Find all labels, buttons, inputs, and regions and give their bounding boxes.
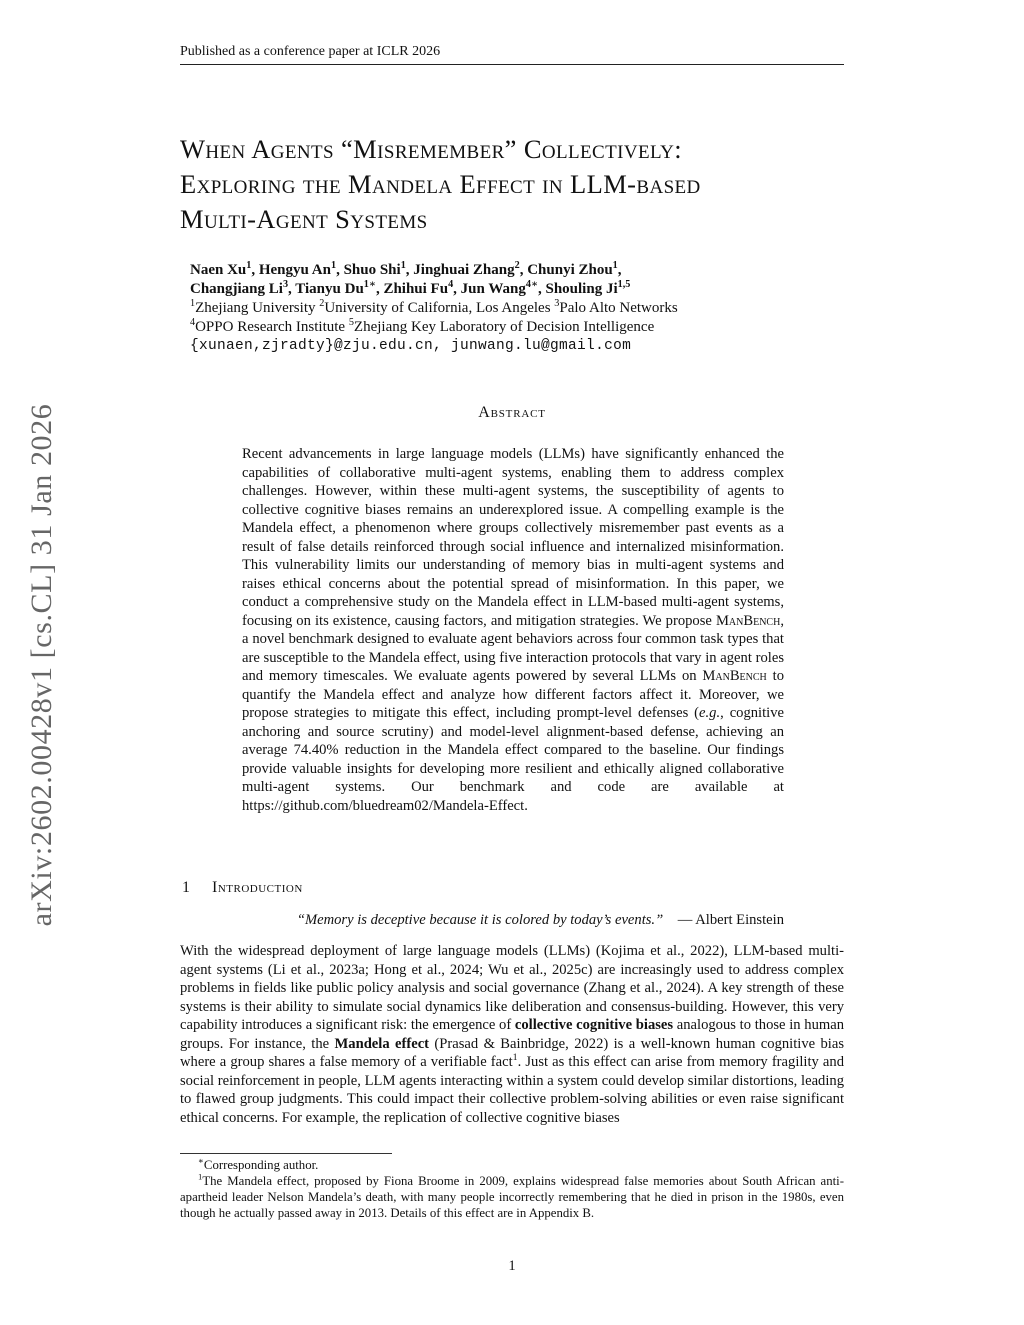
intro-bold-term: Mandela effect: [334, 1035, 430, 1052]
epigraph-attribution: — Albert Einstein: [677, 912, 784, 928]
affiliation: OPPO Research Institute: [195, 319, 349, 335]
affil-mark: 3: [554, 298, 560, 309]
affiliation: University of California, Los Angeles: [324, 300, 555, 316]
author-sep: ,: [288, 281, 296, 297]
title-line-2: Exploring the Mandela Effect in LLM-based: [180, 169, 701, 199]
author-sep: ,: [336, 262, 344, 278]
affiliations-line-1: [190, 299, 850, 318]
intro-paragraph: [180, 942, 844, 1127]
benchmark-name: ManBench: [715, 612, 781, 629]
footnote-mark: ∗: [198, 1155, 204, 1166]
arxiv-sidebar-stamp: [18, 372, 66, 958]
section-heading-introduction: [182, 879, 303, 897]
author-emails: {xunaen,zjradty}@zju.edu.cn, junwang.lu@gmail.com: [190, 338, 632, 354]
footnotes: [180, 1157, 844, 1221]
author-names-line-1: [190, 261, 850, 280]
author-names-line-2: [190, 280, 850, 299]
intro-bold-term: collective cognitive biases: [514, 1017, 674, 1033]
affiliation: Zhejiang Key Laboratory of Decision Intelligence: [353, 319, 655, 335]
affiliations-line-2: [190, 318, 850, 337]
affil-mark: 5: [348, 317, 354, 328]
footnote-rule: [180, 1153, 392, 1154]
paper-title: [180, 132, 860, 237]
author-sep: ,: [519, 262, 528, 278]
author-name: Shuo Shi: [343, 262, 401, 278]
abstract-body: [242, 445, 784, 815]
author-name: Chunyi Zhou: [527, 262, 613, 278]
footnote-ref[interactable]: 1: [512, 1052, 518, 1064]
author-name: Zhihui Fu: [383, 281, 449, 297]
author-name: Jinghuai Zhang: [413, 262, 515, 278]
author-name: Shouling Ji: [545, 281, 618, 297]
author-name: Naen Xu: [190, 262, 247, 278]
footnote-text: The Mandela effect, proposed by Fiona Broome in 2009, explains widespread false memories about South African anti-apartheid leader Nelson Mandela’s death, with many people incorrectly remembering that he died in prison in the 1980s, even though he actually passed away in 2013. Details of this effect are in Appendix B.: [180, 1174, 844, 1220]
intro-text-3: (Prasad & Bainbridge, 2022) is a well-known human cognitive bias where a group shares a false memory of a verifiable fact: [180, 1035, 845, 1070]
author-affil-mark: 1: [612, 260, 618, 271]
author-sep: ,: [453, 281, 461, 297]
author-sep: ,: [405, 262, 414, 278]
author-name: Jun Wang: [460, 281, 526, 297]
author-sep: ,: [617, 262, 622, 278]
affiliation: Palo Alto Networks: [559, 300, 678, 316]
author-affil-mark: 1: [246, 260, 252, 271]
section-title: Introduction: [212, 879, 303, 896]
abstract-text-4: , cognitive anchoring and source scrutiny) and model-level alignment-based defense, achieving an average 74.40% reduction in the Mandela effect compared to the baseline. Our findings provide valuable insights for developing more resilient and ethically aligned collaborative multi-agent systems. Our benchmark and code are available at https://github.com/bluedream02/Mandela-Effect.: [242, 705, 784, 814]
footnote-mark: 1: [198, 1171, 203, 1182]
abstract-text-2: , a novel benchmark designed to evaluate agent behaviors across four common task types that are susceptible to the Mandela effect, using five interaction protocols that vary in agent roles and memory timescales. We evaluate agents powered by several LLMs on: [242, 612, 784, 684]
title-line-1: When Agents “Misremember” Collectively:: [180, 134, 682, 164]
abstract-eg: e.g.: [699, 705, 721, 721]
intro-text-1: With the widespread deployment of large language models (LLMs) (Kojima et al., 2022), LLM-based multi-agent systems (Li et al., 2023a; Hong et al., 2024; Wu et al., 2025c) are increasingly used to address complex problems in fields like public policy analysis and social governance (Zhang et al., 2024). A key strength of these systems is their ability to simulate social dynamics like deliberation and consensus-building. However, this very capability introduces a significant risk: the emergence of: [180, 943, 844, 1033]
author-block: [190, 261, 850, 356]
benchmark-name: ManBench: [702, 668, 767, 684]
epigraph: [297, 912, 784, 929]
affiliation: Zhejiang University: [195, 300, 320, 316]
author-name: Tianyu Du: [295, 281, 364, 297]
arxiv-id: arXiv:2602.00428v1 [cs.CL] 31 Jan 2026: [25, 403, 58, 927]
author-affil-mark: 4∗: [525, 279, 538, 290]
affil-mark: 4: [190, 317, 196, 328]
abstract-heading: Abstract: [478, 404, 546, 421]
intro-text-4: . Just as this effect can arise from memory fragility and social reinforcement in people, LLM agents interacting within a system could develop similar distortions, leading to flawed group judgments. This could impact their collective problem-solving abilities or even raise significant ethical concerns. For example, the replication of collective cognitive biases: [180, 1054, 844, 1126]
abstract-text-1: Recent advancements in large language models (LLMs) have significantly enhanced the capabilities of collaborative multi-agent systems, enabling them to address complex challenges. However, within these multi-agent systems, the susceptibility of agents to collective cognitive biases remains an underexplored issue. A compelling example is the Mandela effect, a phenomenon where groups collectively misremember past events as a result of false details reinforced through social influence and internalized misinformation. This vulnerability limits our understanding of memory bias in multi-agent systems and raises ethical concerns about the potential spread of misinformation. In this paper, we conduct a comprehensive study on the Mandela effect in LLM-based multi-agent systems, focusing on its existence, causing factors, and mitigation strategies. We propose: [242, 446, 784, 629]
author-affil-mark: 1,5: [617, 279, 631, 290]
author-affil-mark: 1: [400, 260, 406, 271]
author-name: Hengyu An: [258, 262, 331, 278]
author-sep: ,: [251, 262, 259, 278]
author-affil-mark: 2: [514, 260, 520, 271]
footnote-text: Corresponding author.: [203, 1158, 319, 1172]
author-affil-mark: 3: [282, 279, 289, 290]
footnote: [180, 1173, 844, 1221]
footnote: [180, 1157, 844, 1173]
section-number: 1: [182, 879, 191, 896]
author-affil-mark: 1∗: [363, 279, 376, 290]
author-name: Changjiang Li: [190, 281, 283, 297]
intro-text-2: analogous to those in human groups. For instance, the: [180, 1017, 844, 1052]
epigraph-text: “Memory is deceptive because it is colored by today’s events.”: [296, 912, 664, 928]
author-affil-mark: 4: [448, 279, 454, 290]
author-sep: ,: [375, 281, 384, 297]
page-number: 1: [508, 1258, 516, 1274]
affil-mark: 2: [319, 298, 325, 309]
title-line-3: Multi-Agent Systems: [180, 204, 428, 234]
abstract-text-3: to quantify the Mandela effect and analyze how different factors affect it. Moreover, we propose strategies to mitigate this effect, including prompt-level defenses (: [242, 668, 785, 721]
author-affil-mark: 1: [330, 260, 337, 271]
author-sep: ,: [537, 281, 546, 297]
affil-mark: 1: [190, 298, 196, 309]
running-header: Published as a conference paper at ICLR 2026: [180, 43, 844, 65]
